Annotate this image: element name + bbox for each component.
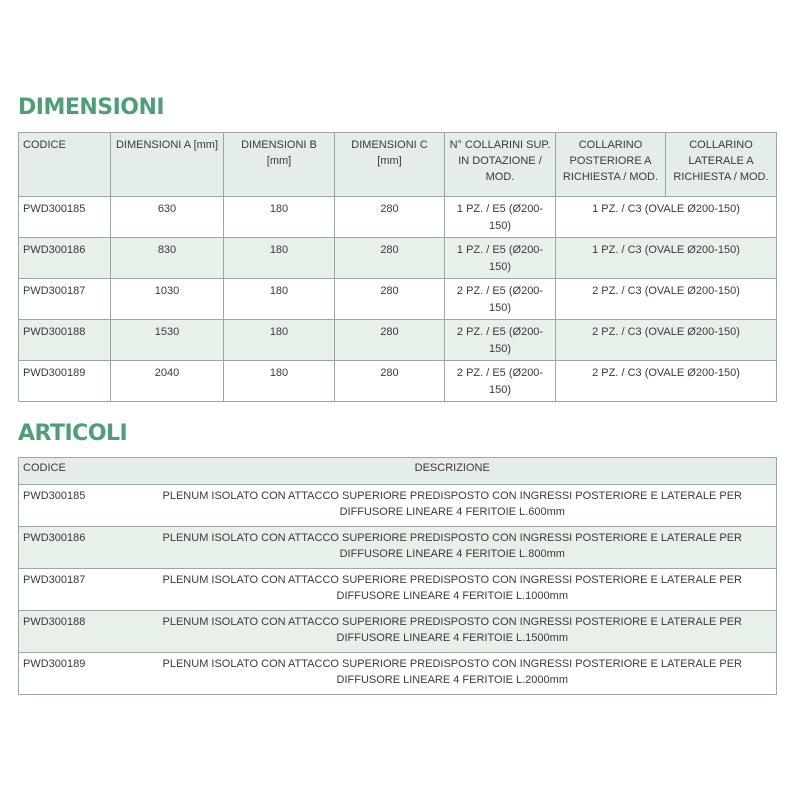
cell-a: 830 (111, 238, 224, 279)
cell-b: 180 (224, 238, 335, 279)
cell-c: 280 (335, 197, 445, 238)
header-collarino-posteriore: COLLARINO POSTERIORE A RICHIESTA / MOD. (556, 133, 666, 197)
cell-descrizione: PLENUM ISOLATO CON ATTACCO SUPERIORE PREDISPOSTO CON INGRESSI POSTERIORE E LATERALE PER DIFFUSORE LINEARE 4 FERITOIE L.1500mm (129, 611, 777, 653)
cell-codice: PWD300188 (19, 320, 111, 361)
articoli-title: ARTICOLI (18, 421, 128, 446)
table-row (19, 569, 777, 611)
cell-a: 1530 (111, 320, 224, 361)
cell-richiesta: 1 PZ. / C3 (OVALE Ø200-150) (556, 197, 777, 238)
cell-descrizione: PLENUM ISOLATO CON ATTACCO SUPERIORE PREDISPOSTO CON INGRESSI POSTERIORE E LATERALE PER DIFFUSORE LINEARE 4 FERITOIE L.2000mm (129, 653, 777, 695)
dimensioni-table (18, 132, 777, 402)
table-row (19, 238, 777, 279)
header-codice: CODICE (19, 458, 129, 485)
table-row (19, 197, 777, 238)
header-descrizione: DESCRIZIONE (129, 458, 777, 485)
cell-c: 280 (335, 279, 445, 320)
cell-b: 180 (224, 197, 335, 238)
cell-codice: PWD300187 (19, 569, 129, 611)
dimensioni-header-row (19, 133, 777, 197)
header-dimensioni-c: DIMENSIONI C [mm] (335, 133, 445, 197)
table-row (19, 361, 777, 402)
header-codice: CODICE (19, 133, 111, 197)
cell-codice: PWD300186 (19, 238, 111, 279)
cell-codice: PWD300186 (19, 527, 129, 569)
cell-collarini: 1 PZ. / E5 (Ø200-150) (445, 197, 556, 238)
cell-codice: PWD300185 (19, 485, 129, 527)
cell-richiesta: 2 PZ. / C3 (OVALE Ø200-150) (556, 279, 777, 320)
dimensioni-title: DIMENSIONI (18, 95, 165, 120)
table-row (19, 611, 777, 653)
cell-a: 630 (111, 197, 224, 238)
cell-b: 180 (224, 279, 335, 320)
cell-richiesta: 2 PZ. / C3 (OVALE Ø200-150) (556, 361, 777, 402)
cell-c: 280 (335, 320, 445, 361)
cell-codice: PWD300185 (19, 197, 111, 238)
table-row (19, 279, 777, 320)
cell-codice: PWD300188 (19, 611, 129, 653)
table-row (19, 527, 777, 569)
cell-richiesta: 2 PZ. / C3 (OVALE Ø200-150) (556, 320, 777, 361)
cell-collarini: 2 PZ. / E5 (Ø200-150) (445, 320, 556, 361)
table-row (19, 320, 777, 361)
cell-b: 180 (224, 361, 335, 402)
articoli-table (18, 457, 777, 695)
header-dimensioni-b: DIMENSIONI B [mm] (224, 133, 335, 197)
cell-b: 180 (224, 320, 335, 361)
cell-richiesta: 1 PZ. / C3 (OVALE Ø200-150) (556, 238, 777, 279)
cell-collarini: 2 PZ. / E5 (Ø200-150) (445, 361, 556, 402)
cell-descrizione: PLENUM ISOLATO CON ATTACCO SUPERIORE PREDISPOSTO CON INGRESSI POSTERIORE E LATERALE PER DIFFUSORE LINEARE 4 FERITOIE L.1000mm (129, 569, 777, 611)
header-collarino-laterale: COLLARINO LATERALE A RICHIESTA / MOD. (666, 133, 777, 197)
header-dimensioni-a: DIMENSIONI A [mm] (111, 133, 224, 197)
header-collarini-sup: N° COLLARINI SUP. IN DOTAZIONE / MOD. (445, 133, 556, 197)
cell-codice: PWD300189 (19, 361, 111, 402)
cell-descrizione: PLENUM ISOLATO CON ATTACCO SUPERIORE PREDISPOSTO CON INGRESSI POSTERIORE E LATERALE PER DIFFUSORE LINEARE 4 FERITOIE L.800mm (129, 527, 777, 569)
cell-codice: PWD300187 (19, 279, 111, 320)
cell-c: 280 (335, 238, 445, 279)
table-row (19, 485, 777, 527)
cell-a: 2040 (111, 361, 224, 402)
cell-descrizione: PLENUM ISOLATO CON ATTACCO SUPERIORE PREDISPOSTO CON INGRESSI POSTERIORE E LATERALE PER DIFFUSORE LINEARE 4 FERITOIE L.600mm (129, 485, 777, 527)
cell-c: 280 (335, 361, 445, 402)
cell-collarini: 2 PZ. / E5 (Ø200-150) (445, 279, 556, 320)
cell-collarini: 1 PZ. / E5 (Ø200-150) (445, 238, 556, 279)
articoli-header-row (19, 458, 777, 485)
cell-a: 1030 (111, 279, 224, 320)
cell-codice: PWD300189 (19, 653, 129, 695)
table-row (19, 653, 777, 695)
